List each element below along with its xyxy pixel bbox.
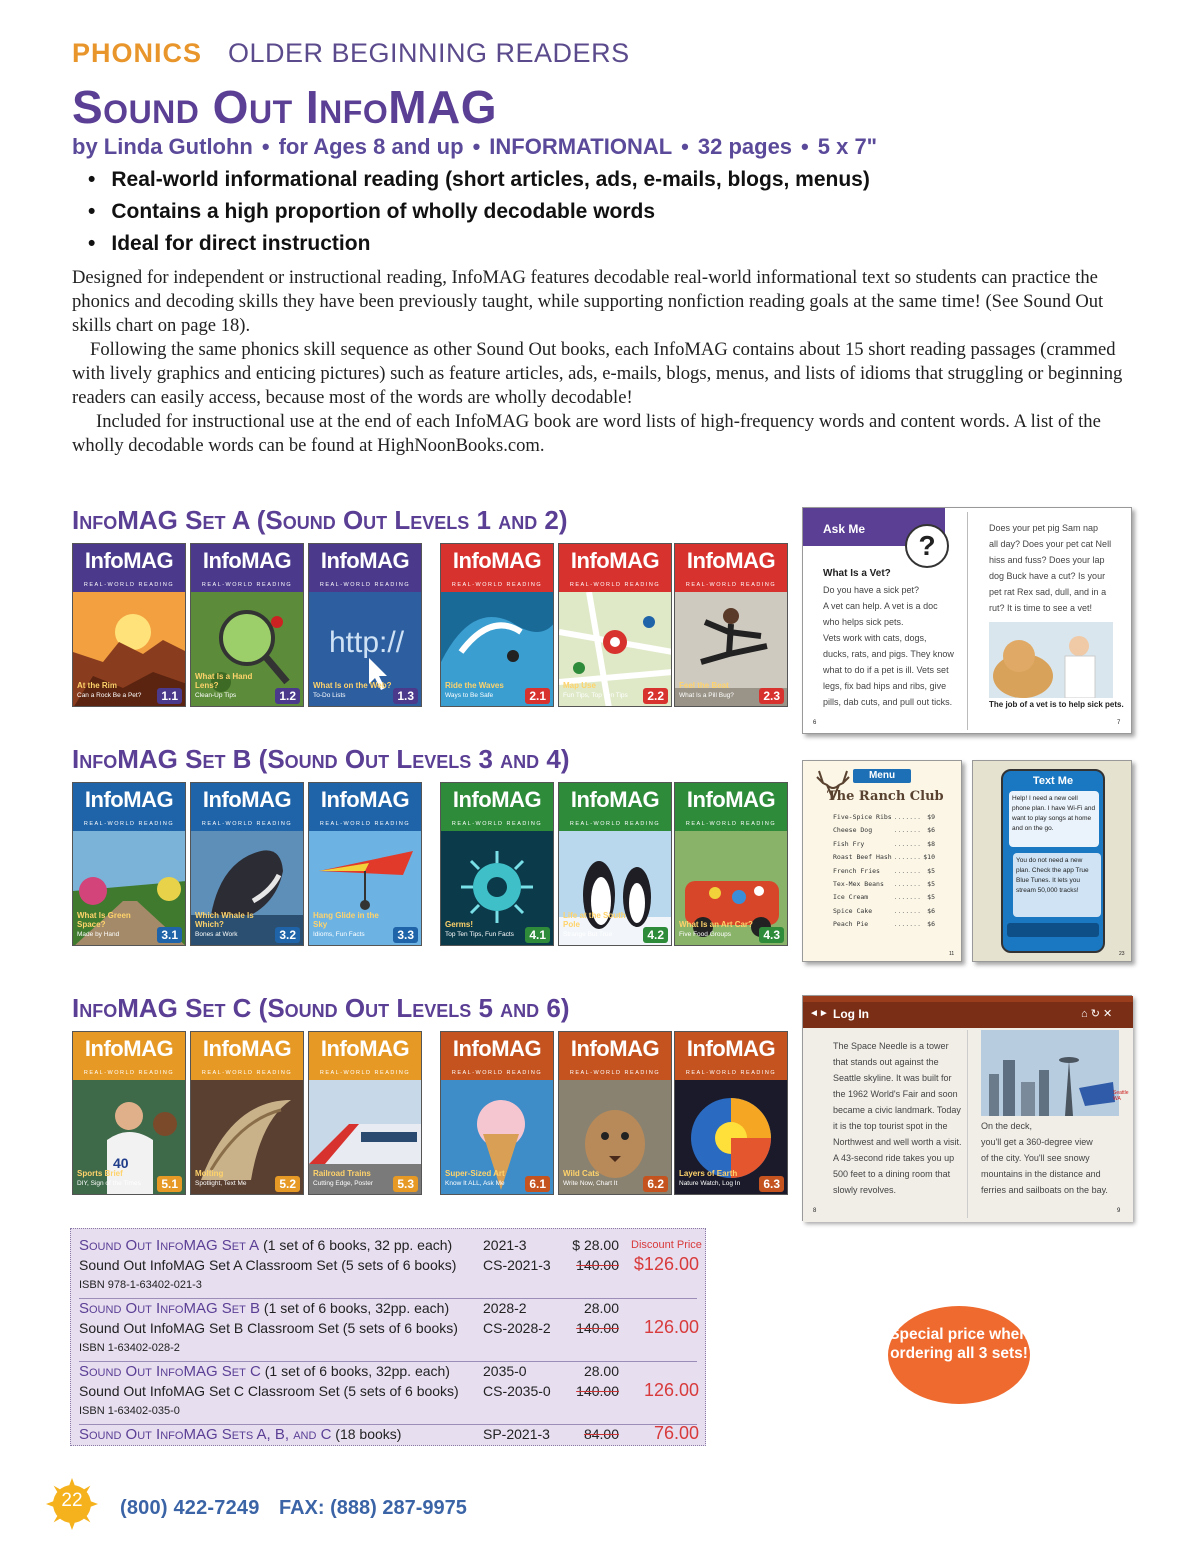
book-cover xyxy=(440,782,554,946)
window-controls-icon: ⌂ ↻ ✕ xyxy=(1081,1008,1113,1020)
cover-title: Ride the Waves xyxy=(445,681,504,690)
restaurant-name: The Ranch Club xyxy=(827,789,944,804)
menu-item-name: Roast Beef Hash xyxy=(833,853,892,862)
menu-item-name: Peach Pie xyxy=(833,920,869,929)
book-cover xyxy=(558,1031,672,1195)
special-price-badge: Special price when ordering all 3 sets! xyxy=(888,1306,1030,1404)
text-message-reply: You do not need a new plan. Check the app True Blue Tunes. It lets you stream 50,000 tracks! xyxy=(1013,853,1101,917)
table-rule xyxy=(79,1361,697,1362)
product-name xyxy=(79,1257,456,1273)
menu-item-name: Ice Cream xyxy=(833,893,869,902)
menu-item-name: French Fries xyxy=(833,866,880,875)
cover-subtitle: Strange But True xyxy=(563,931,613,938)
book-cover xyxy=(308,1031,422,1195)
cover-title: What Is an Art Car? xyxy=(679,920,753,929)
cover-level-number: 5.2 xyxy=(275,1176,300,1192)
menu-item-leader: ....... xyxy=(893,866,921,875)
cover-title: Map Use xyxy=(563,681,596,690)
set-c-title: InfoMAG Set C (Sound Out Levels 5 and 6) xyxy=(72,993,570,1023)
product-code: 2028-2 xyxy=(483,1300,527,1316)
text-line: pet rat Rex sad, dull, and in a xyxy=(989,587,1107,597)
menu-item-leader: ....... xyxy=(893,839,921,848)
page-number: 22 xyxy=(61,1490,83,1511)
byline-author: by Linda Gutlohn xyxy=(72,134,253,159)
discount-price-header: Discount Price xyxy=(631,1239,702,1251)
text-line: mountains in the distance and xyxy=(981,1169,1101,1179)
byline-genre: INFORMATIONAL xyxy=(489,134,673,159)
product-series: Sound Out InfoMAG Set A xyxy=(79,1237,260,1254)
cover-level-number: 4.1 xyxy=(525,927,550,943)
bullet-item: • Ideal for direct instruction xyxy=(88,230,870,262)
cover-logo: InfoMAG xyxy=(570,1036,660,1061)
cover-logo: InfoMAG xyxy=(570,787,660,812)
byline: by Linda Gutlohn • for Ages 8 and up • INFORMATIONAL • 32 pages • 5 x 7" xyxy=(72,134,878,159)
cover-subtitle: DIY, Sign of the Times xyxy=(77,1180,141,1187)
set-a-title: InfoMAG Set A (Sound Out Levels 1 and 2) xyxy=(72,505,568,535)
cover-level-number: 2.3 xyxy=(759,688,784,704)
cover-subtitle: Fun Tips, Top Ten Tips xyxy=(563,692,628,699)
vet-photo xyxy=(989,622,1113,698)
cover-level-number: 6.1 xyxy=(525,1176,550,1192)
cover-tagline: REAL-WORLD READING xyxy=(451,821,543,827)
menu-item xyxy=(833,920,935,933)
cover-tagline: REAL-WORLD READING xyxy=(685,1070,777,1076)
cover-logo: InfoMAG xyxy=(320,787,410,812)
cover-subtitle: Five Food Groups xyxy=(679,931,732,938)
book-cover xyxy=(190,1031,304,1195)
cover-logo: InfoMAG xyxy=(202,548,292,573)
byline-pages: 32 pages xyxy=(697,134,793,159)
cover-title: Life at the South Pole xyxy=(563,911,626,929)
menu-item-leader: ....... xyxy=(893,826,921,835)
text-line: Seattle skyline. It was built for xyxy=(833,1073,952,1083)
book-cover xyxy=(308,543,422,707)
text-line: that stands out against the xyxy=(833,1057,939,1067)
cover-subtitle: To-Do Lists xyxy=(313,692,346,699)
product-name xyxy=(79,1383,459,1399)
menu-item xyxy=(833,907,935,920)
description-paragraph: Following the same phonics skill sequence as other Sound Out books, each InfoMAG contains about 15 short reading passages (crammed with lively graphics and enticing pictures) such as feature articles, ads, e-mails, blogs, menus, and lists of idioms that struggling or beginning readers can easily access, because most of the words are wholly decodable! xyxy=(72,339,1123,408)
ask-me-heading: What Is a Vet? xyxy=(823,568,891,579)
cover-level-number: 1.3 xyxy=(393,688,418,704)
product-name xyxy=(79,1300,449,1317)
cover-logo: InfoMAG xyxy=(570,548,660,573)
text-line: Northwest and well worth a visit. xyxy=(833,1137,962,1147)
book-cover xyxy=(674,1031,788,1195)
cover-subtitle: Know It ALL, Ask Me xyxy=(445,1180,505,1187)
cover-logo: InfoMAG xyxy=(84,548,174,573)
cover-logo: InfoMAG xyxy=(84,787,174,812)
cover-tagline: REAL-WORLD READING xyxy=(201,1070,293,1076)
book-cover xyxy=(674,543,788,707)
cover-title: Super-Sized Art xyxy=(445,1169,505,1178)
seattle-skyline-photo xyxy=(981,1030,1119,1116)
book-cover xyxy=(190,782,304,946)
book-cover xyxy=(72,782,186,946)
nav-arrows-icon: ◄► xyxy=(809,1008,829,1019)
product-code: 2021-3 xyxy=(483,1237,527,1253)
product-detail: Sound Out InfoMAG Set B Classroom Set (5 sets of 6 books) xyxy=(79,1320,458,1336)
book-cover xyxy=(440,543,554,707)
product-name xyxy=(79,1237,452,1254)
cover-tagline: REAL-WORLD READING xyxy=(201,821,293,827)
cover-subtitle: Nature Watch, Log In xyxy=(679,1180,741,1187)
description xyxy=(72,266,1132,458)
cover-tagline: REAL-WORLD READING xyxy=(83,582,175,588)
cover-tagline: REAL-WORLD READING xyxy=(201,582,293,588)
page-number: 7 xyxy=(1117,720,1121,726)
cover-title: Hang Glide in the Sky xyxy=(313,911,379,929)
product-detail: (1 set of 6 books, 32 pp. each) xyxy=(259,1237,453,1253)
cover-logo: InfoMAG xyxy=(686,1036,776,1061)
menu-item-name: Cheese Dog xyxy=(833,826,873,835)
cover-tagline: REAL-WORLD READING xyxy=(569,821,661,827)
description-paragraph: Included for instructional use at the end of each InfoMAG book are word lists of high-frequency words and content words. A list of the wholly decodable words can be found at HighNoonBooks.com. xyxy=(72,411,1101,456)
menu-item-price: $6 xyxy=(927,826,935,835)
table-rule xyxy=(79,1298,697,1299)
cover-subtitle: What Is a Pill Bug? xyxy=(679,692,734,699)
product-price: 140.00 xyxy=(576,1383,619,1399)
cover-title: Sports Brief xyxy=(77,1169,123,1178)
text-line: hiss and fuss? Does your lap xyxy=(989,555,1105,565)
isbn: ISBN 1-63402-028-2 xyxy=(79,1342,180,1354)
product-code: CS-2021-3 xyxy=(483,1257,551,1273)
text-line: Vets work with cats, dogs, xyxy=(823,633,927,643)
product-price: $ 28.00 xyxy=(572,1237,619,1253)
question-mark-icon xyxy=(903,522,951,570)
cover-level-number: 4.2 xyxy=(643,927,668,943)
page-number: 11 xyxy=(949,951,955,957)
text-line: the 1962 World's Fair and soon xyxy=(833,1089,958,1099)
text-line: you'll get a 360-degree view xyxy=(981,1137,1093,1147)
text-line: ducks, rats, and pigs. They know xyxy=(823,649,954,659)
product-name xyxy=(79,1320,458,1336)
fax-number: FAX: (888) 287-9975 xyxy=(279,1497,467,1519)
cover-logo: InfoMAG xyxy=(320,548,410,573)
text-line: legs, fix bad hips and ribs, give xyxy=(823,681,947,691)
product-detail: (1 set of 6 books, 32pp. each) xyxy=(260,1300,450,1316)
cover-level-number: 3.2 xyxy=(275,927,300,943)
menu-item-leader: ....... xyxy=(893,893,921,902)
cover-logo: InfoMAG xyxy=(84,1036,174,1061)
cover-title: Which Whale Is Which? xyxy=(195,911,254,929)
cover-logo: InfoMAG xyxy=(686,548,776,573)
menu-item-price: $5 xyxy=(927,879,935,888)
cover-tagline: REAL-WORLD READING xyxy=(83,1070,175,1076)
discount-price: 126.00 xyxy=(643,1380,699,1400)
map-label: Seattle WA xyxy=(1113,1090,1129,1102)
product-series: Sound Out InfoMAG Sets A, B, and C xyxy=(79,1426,332,1443)
cover-logo: InfoMAG xyxy=(452,787,542,812)
svg-text:http://: http:// xyxy=(329,626,405,659)
text-line: pills, dab cuts, and pull out ticks. xyxy=(823,697,953,707)
bullet-item: • Contains a high proportion of wholly decodable words xyxy=(88,198,870,230)
menu-item-price: $9 xyxy=(927,813,935,821)
discount-price: 126.00 xyxy=(643,1317,699,1337)
vet-photo-caption: The job of a vet is to help sick pets. xyxy=(989,700,1124,709)
byline-ages: for Ages 8 and up xyxy=(278,134,464,159)
cover-level-number: 5.1 xyxy=(157,1176,182,1192)
menu-item xyxy=(833,840,935,853)
menu-item-leader: ....... xyxy=(893,813,921,821)
text-me-title: Text Me xyxy=(1032,775,1074,787)
cover-title: Railroad Trains xyxy=(313,1169,371,1178)
byline-size: 5 x 7" xyxy=(817,134,878,159)
sample-spread-log-in xyxy=(802,995,1132,1221)
cover-level-number: 6.2 xyxy=(643,1176,668,1192)
cover-level-number: 6.3 xyxy=(759,1176,784,1192)
cover-title: What Is a Hand Lens? xyxy=(195,672,253,690)
cover-subtitle: Spotlight, Text Me xyxy=(195,1180,247,1187)
menu-item-price: $6 xyxy=(927,920,935,929)
spread-gutter xyxy=(967,512,968,730)
text-line: The Space Needle is a tower xyxy=(833,1041,949,1051)
log-in-title: Log In xyxy=(833,1007,869,1021)
table-rule xyxy=(79,1424,697,1425)
text-line: who helps sick pets. xyxy=(823,617,904,627)
product-name xyxy=(79,1426,401,1443)
product-price: 28.00 xyxy=(583,1363,619,1379)
menu-item-name: Five-Spice Ribs xyxy=(833,813,892,821)
discount-price: 76.00 xyxy=(653,1423,699,1443)
menu-item xyxy=(833,826,935,839)
cover-tagline: REAL-WORLD READING xyxy=(451,582,543,588)
book-cover xyxy=(674,782,788,946)
cover-level-number: 1.2 xyxy=(275,688,300,704)
cover-tagline: REAL-WORLD READING xyxy=(685,582,777,588)
book-cover xyxy=(308,782,422,946)
ask-me-right-text xyxy=(989,520,1129,616)
book-cover xyxy=(72,543,186,707)
product-series: Sound Out InfoMAG Set B xyxy=(79,1300,261,1317)
set-b-title: InfoMAG Set B (Sound Out Levels 3 and 4) xyxy=(72,744,570,774)
svg-text:?: ? xyxy=(918,530,936,561)
ask-me-left-text xyxy=(823,582,965,710)
cover-tagline: REAL-WORLD READING xyxy=(319,1070,411,1076)
isbn: ISBN 978-1-63402-021-3 xyxy=(79,1279,202,1291)
product-code: CS-2028-2 xyxy=(483,1320,551,1336)
page-number: 6 xyxy=(813,720,817,726)
cover-title: Wild Cats xyxy=(563,1169,600,1178)
sample-spread-ask-me xyxy=(802,507,1132,734)
cover-tagline: REAL-WORLD READING xyxy=(685,821,777,827)
text-line: 500 feet to a dining room that xyxy=(833,1169,951,1179)
cover-tagline: REAL-WORLD READING xyxy=(319,582,411,588)
text-line: ferries and sailboats on the bay. xyxy=(981,1185,1108,1195)
product-price: 140.00 xyxy=(576,1320,619,1336)
text-line: what to do if a pet is ill. Vets set xyxy=(823,665,949,675)
menu-item xyxy=(833,813,935,826)
discount-price: $126.00 xyxy=(633,1254,699,1274)
product-price: 84.00 xyxy=(583,1426,619,1442)
cover-title: At the Rim xyxy=(77,681,117,690)
book-cover xyxy=(440,1031,554,1195)
sample-page-text-me xyxy=(972,760,1132,962)
text-line: Does your pet pig Sam nap xyxy=(989,523,1099,533)
cover-logo: InfoMAG xyxy=(686,787,776,812)
cover-subtitle: Write Now, Chart It xyxy=(563,1180,618,1187)
text-line: Do you have a sick pet? xyxy=(823,585,920,595)
cover-logo: InfoMAG xyxy=(452,548,542,573)
text-line: dog Buck have a cut? Is your xyxy=(989,571,1106,581)
text-line: of the city. You'll see snowy xyxy=(981,1153,1090,1163)
text-line: A 43-second ride takes you up xyxy=(833,1153,955,1163)
price-table xyxy=(70,1228,706,1446)
product-price: 140.00 xyxy=(576,1257,619,1273)
cover-subtitle: Clean-Up Tips xyxy=(195,692,237,699)
cover-subtitle: Bones at Work xyxy=(195,931,238,938)
cover-title: Germs! xyxy=(445,920,474,929)
menu-item-price: $6 xyxy=(927,906,935,915)
cover-subtitle: Cutting Edge, Poster xyxy=(313,1180,373,1187)
menu-item-price: $10 xyxy=(923,853,935,862)
product-detail: (1 set of 6 books, 32pp. each) xyxy=(260,1363,450,1379)
product-code: 2035-0 xyxy=(483,1363,527,1379)
menu-item-name: Tex-Mex Beans xyxy=(833,879,884,888)
category-label: PHONICS xyxy=(72,38,203,68)
product-detail: Sound Out InfoMAG Set C Classroom Set (5 sets of 6 books) xyxy=(79,1383,459,1399)
menu-item-price: $8 xyxy=(927,839,935,848)
cover-logo: InfoMAG xyxy=(320,1036,410,1061)
menu-item-leader: ....... xyxy=(893,920,921,929)
cover-tagline: REAL-WORLD READING xyxy=(569,582,661,588)
menu-item xyxy=(833,867,935,880)
cover-logo: InfoMAG xyxy=(452,1036,542,1061)
menu-item-name: Spice Cake xyxy=(833,906,873,915)
bullet-item: • Real-world informational reading (short articles, ads, e-mails, blogs, menus) xyxy=(88,166,870,198)
page-number: 23 xyxy=(1119,951,1125,957)
cover-subtitle: Can a Rock Be a Pet? xyxy=(77,692,142,699)
description-paragraph: Designed for independent or instructional reading, InfoMAG features decodable real-world informational text so students can practice the phonics and decoding skills they have been previously taught, while supporting nonfiction reading goals at the same time! (See Sound Out skills chart on page 18). xyxy=(72,267,1104,336)
cover-tagline: REAL-WORLD READING xyxy=(569,1070,661,1076)
product-name xyxy=(79,1363,450,1380)
menu-item-price: $5 xyxy=(927,893,935,902)
cover-level-number: 1.1 xyxy=(157,688,182,704)
cover-title: Molting xyxy=(195,1169,224,1178)
cover-level-number: 3.3 xyxy=(393,927,418,943)
menu-list xyxy=(833,813,935,934)
page-number: 9 xyxy=(1117,1208,1121,1214)
log-in-right-text xyxy=(981,1118,1129,1198)
book-cover xyxy=(558,782,672,946)
cover-level-number: 2.1 xyxy=(525,688,550,704)
spread-gutter xyxy=(967,1030,968,1218)
cover-subtitle: Ways to Be Safe xyxy=(445,692,494,699)
isbn: ISBN 1-63402-035-0 xyxy=(79,1405,180,1417)
cover-tagline: REAL-WORLD READING xyxy=(319,821,411,827)
subcategory-label: OLDER BEGINNING READERS xyxy=(228,38,630,68)
menu-item-price: $5 xyxy=(927,866,935,875)
cover-tagline: REAL-WORLD READING xyxy=(451,1070,543,1076)
text-message-received: Help! I need a new cell phone plan. I have Wi-Fi and want to play songs at home and on the go. xyxy=(1009,791,1099,847)
menu-item xyxy=(833,893,935,906)
product-price: 28.00 xyxy=(583,1300,619,1316)
menu-item xyxy=(833,853,935,866)
product-code: CS-2035-0 xyxy=(483,1383,551,1399)
cover-tagline: REAL-WORLD READING xyxy=(83,821,175,827)
phone-number: (800) 422-7249 xyxy=(120,1497,260,1519)
log-in-left-text xyxy=(833,1038,968,1198)
page-number: 8 xyxy=(813,1208,817,1214)
feature-bullets xyxy=(88,166,870,262)
ask-me-tab-label: Ask Me xyxy=(823,522,866,536)
text-line: On the deck, xyxy=(981,1121,1033,1131)
product-series: Sound Out InfoMAG Set C xyxy=(79,1363,261,1380)
cover-level-number: 4.3 xyxy=(759,927,784,943)
menu-tab-label: Menu xyxy=(868,770,896,781)
cover-logo: InfoMAG xyxy=(202,787,292,812)
cover-level-number: 2.2 xyxy=(643,688,668,704)
cover-level-number: 3.1 xyxy=(157,927,182,943)
page-title: Sound Out InfoMAG xyxy=(72,81,498,133)
menu-item xyxy=(833,880,935,893)
cover-title: What Is on the Web? xyxy=(313,681,392,690)
cover-subtitle: Idioms, Fun Facts xyxy=(313,931,365,938)
cover-subtitle: Top Ten Tips, Fun Facts xyxy=(445,931,514,938)
svg-text:40: 40 xyxy=(113,1155,129,1171)
cover-title: Layers of Earth xyxy=(679,1169,738,1178)
cover-title: What Is Green Space? xyxy=(77,911,131,929)
text-line: all day? Does your pet cat Nell xyxy=(989,539,1112,549)
text-line: it is the top tourist spot in the xyxy=(833,1121,948,1131)
text-line: rut? It is time to see a vet! xyxy=(989,603,1093,613)
sample-page-menu xyxy=(802,760,962,962)
product-code: SP-2021-3 xyxy=(483,1426,550,1442)
book-cover xyxy=(72,1031,186,1195)
phone-input-bar xyxy=(1007,923,1099,937)
menu-item-name: Fish Fry xyxy=(833,839,865,848)
product-detail: (18 books) xyxy=(331,1426,402,1442)
cover-level-number: 5.3 xyxy=(393,1176,418,1192)
cover-logo: InfoMAG xyxy=(202,1036,292,1061)
text-line: A vet can help. A vet is a doc xyxy=(823,601,938,611)
text-line: became a civic landmark. Today xyxy=(833,1105,961,1115)
product-detail: Sound Out InfoMAG Set A Classroom Set (5 sets of 6 books) xyxy=(79,1257,457,1273)
menu-item-leader: ....... xyxy=(893,853,921,862)
menu-item-leader: ....... xyxy=(893,906,921,915)
book-cover xyxy=(190,543,304,707)
text-line: slowly revolves. xyxy=(833,1185,897,1195)
book-cover xyxy=(558,543,672,707)
cover-title: Feel the Beat xyxy=(679,681,729,690)
cover-subtitle: Made by Hand xyxy=(77,931,120,938)
menu-item-leader: ....... xyxy=(893,879,921,888)
